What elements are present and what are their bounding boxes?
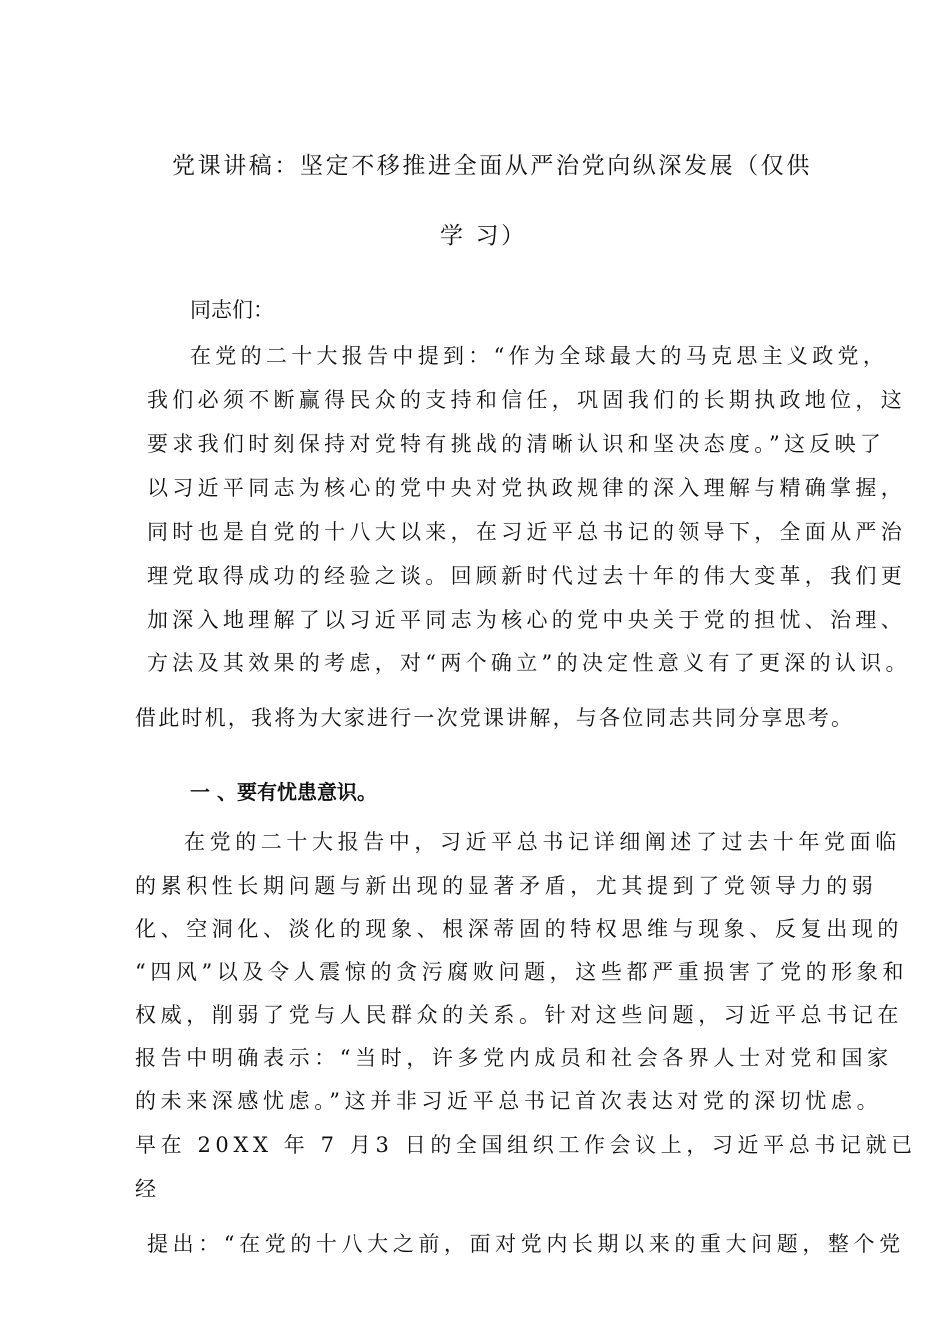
section-1-line-5: 权威，削弱了党与人民群众的关系。针对这些问题，习近平总书记在 [135,1003,903,1027]
section-1-line-1: 在党的二十大报告中，习近平总书记详细阐述了过去十年党面临 [184,830,901,854]
salutation: 同志们： [190,298,274,322]
intro-line-8: 方法及其效果的考虑，对“两个确立”的决定性意义有了更深的认识。 [147,651,911,675]
intro-line-4: 以习近平同志为核心的党中央对党执政规律的深入理解与精确掌握， [147,476,906,500]
section-1-line-7: 的未来深感忧虑。”这并非习近平总书记首次表达对党的深切忧虑。 [135,1089,883,1113]
section-1-line-6: 报告中明确表示：“当时，许多党内成员和社会各界人士对党和国家 [135,1046,893,1070]
intro-line-6: 理党取得成功的经验之谈。回顾新时代过去十年的伟大变革，我们更 [147,564,906,588]
intro-line-1: 在党的二十大报告中提到：“作为全球最大的马克思主义政党， [190,344,889,368]
intro-line-3: 要求我们时刻保持对党特有挑战的清晰认识和坚决态度。”这反映了 [147,432,886,456]
document-title-line-1: 党课讲稿：坚定不移推进全面从严治党向纵深发展（仅供 [172,153,812,179]
section-1-line-4: “四风”以及令人震惊的贪污腐败问题，这些都严重损害了党的形象和 [135,960,909,984]
intro-line-7: 加深入地理解了以习近平同志为核心的党中央关于党的担忧、治理、 [147,608,906,632]
intro-line-5: 同时也是自党的十八大以来，在习近平总书记的领导下，全面从严治 [147,520,906,544]
section-1-line-2: 的累积性长期问题与新出现的显著矛盾，尤其提到了党领导力的弱 [135,874,878,898]
closing-line: 提出：“在党的十八大之前，面对党内长期以来的重大问题，整个党 [147,1232,905,1256]
section-1-line-8: 早在 20XX 年 7 月3 日的全国组织工作会议上，习近平总书记就已 [135,1133,917,1157]
section-1-line-3: 化、空洞化、淡化的现象、根深蒂固的特权思维与现象、反复出现的 [135,917,903,941]
transition-line: 借此时机，我将为大家进行一次党课讲解，与各位同志共同分享思考。 [135,706,855,730]
document-title-line-2: 学 习） [440,223,527,249]
section-1-line-9: 经 [135,1177,156,1201]
intro-line-2: 我们必须不断赢得民众的支持和信任，巩固我们的长期执政地位，这 [147,388,906,412]
section-1-heading: 一 、要有忧患意识。 [190,780,377,804]
